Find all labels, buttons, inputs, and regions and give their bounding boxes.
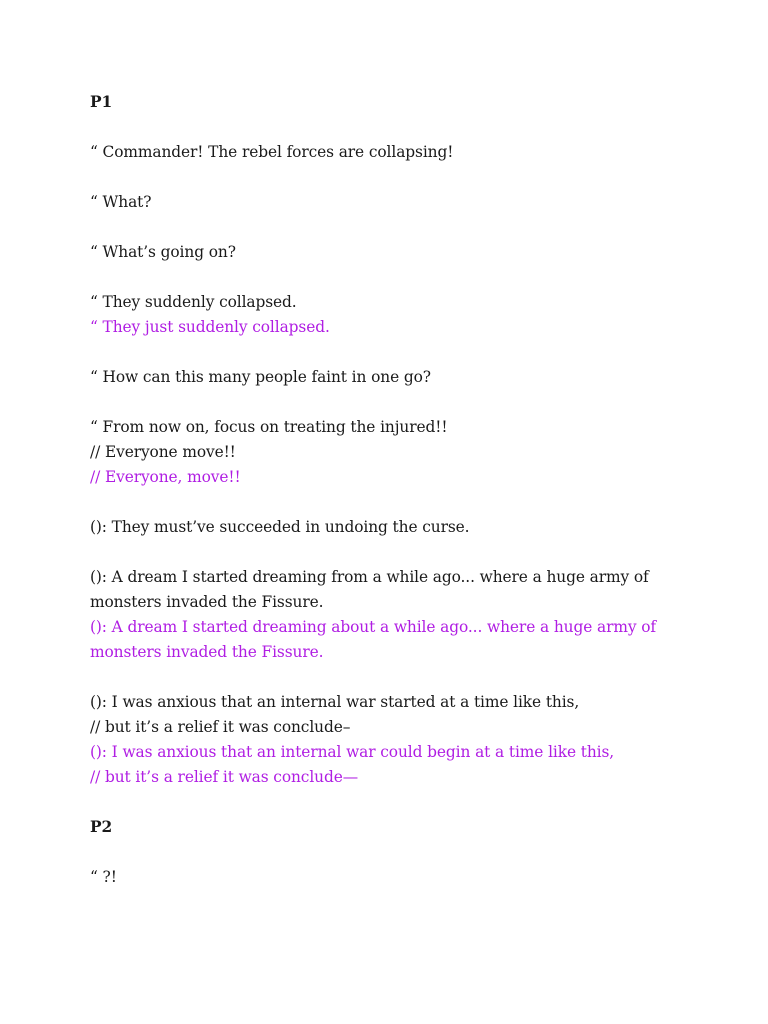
spacer [90,790,730,815]
spacer [90,215,730,240]
section-heading-p2: P2 [90,818,113,836]
spacer [90,115,730,140]
spacer [90,165,730,190]
revised-dialogue-line: // but it’s a relief it was conclude— [90,768,359,786]
dialogue-line: // Everyone move!! [90,443,236,461]
dialogue-line: (): They must’ve succeeded in undoing the curse. [90,518,470,536]
revised-dialogue-line: (): I was anxious that an internal war could begin at a time like this, [90,743,615,761]
dialogue-line: “ Commander! The rebel forces are collapsing! [90,143,454,161]
dialogue-line: (): A dream I started dreaming from a while ago... where a huge army of [90,568,649,586]
dialogue-line: “ How can this many people faint in one go? [90,368,431,386]
spacer [90,540,730,565]
spacer [90,840,730,865]
revised-dialogue-line: “ They just suddenly collapsed. [90,318,330,336]
dialogue-line: “ What? [90,193,152,211]
spacer [90,490,730,515]
dialogue-line: // but it’s a relief it was conclude– [90,718,351,736]
spacer [90,390,730,415]
dialogue-line: “ From now on, focus on treating the injured!! [90,418,448,436]
spacer [90,265,730,290]
spacer [90,665,730,690]
revised-dialogue-line: monsters invaded the Fissure. [90,643,324,661]
dialogue-line: “ ?! [90,868,117,886]
spacer [90,340,730,365]
section-heading-p1: P1 [90,93,113,111]
dialogue-line: (): I was anxious that an internal war started at a time like this, [90,693,580,711]
document-body [90,90,730,890]
dialogue-line: monsters invaded the Fissure. [90,593,324,611]
revised-dialogue-line: (): A dream I started dreaming about a while ago... where a huge army of [90,618,657,636]
dialogue-line: “ They suddenly collapsed. [90,293,297,311]
dialogue-line: “ What’s going on? [90,243,236,261]
revised-dialogue-line: // Everyone, move!! [90,468,241,486]
